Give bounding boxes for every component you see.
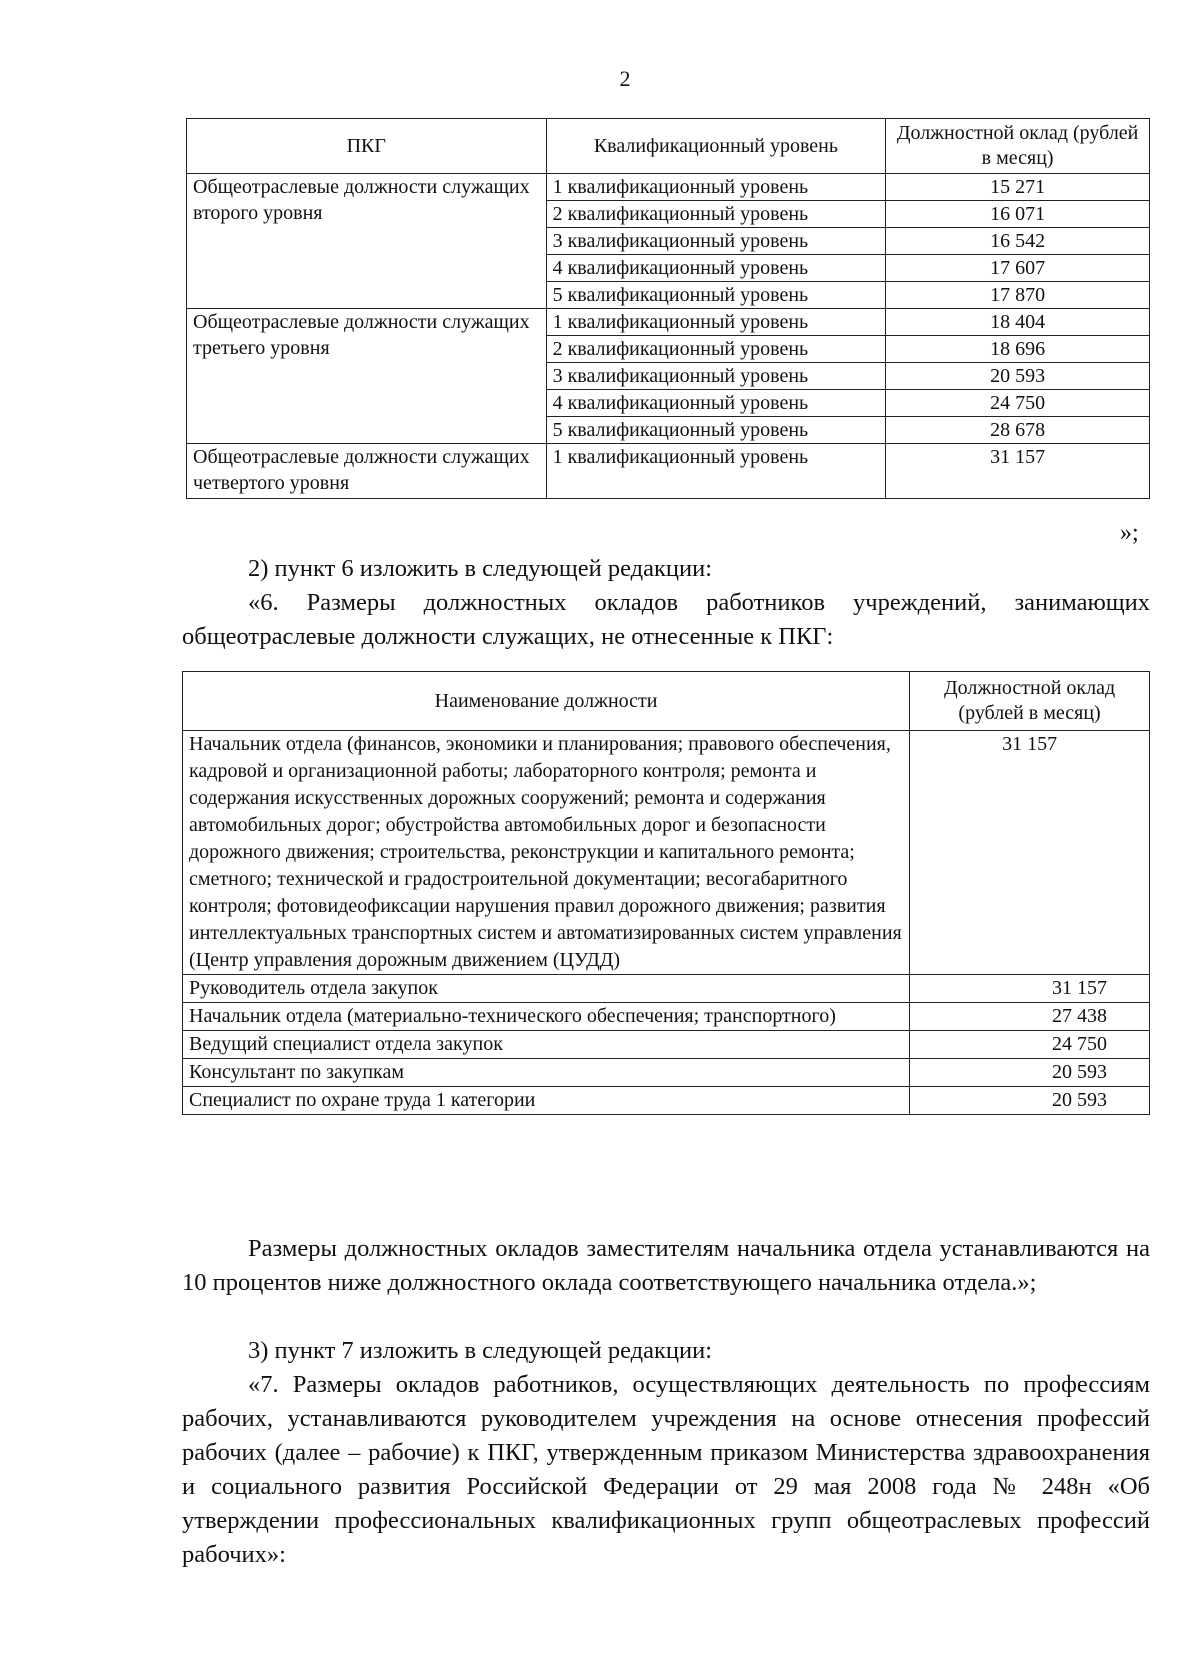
table-row [183,1059,1150,1087]
salary-cell: 16 071 [886,201,1150,228]
salary-cell: 20 593 [886,363,1150,390]
salary-cell: 17 870 [886,282,1150,309]
position-cell: Начальник отдела (финансов, экономики и планирования; правового обеспечения, кадровой и организационной работы; лабораторного контроля; ремонта и содержания искусственных дорожных сооружений; ремонта и содержания автомобильных дорог; обустройства автомобильных дорог и безопасности дорожного движения; строительства, реконструкции и капитального ремонта; сметного; технической и градостроительной документации; весогабаритного контроля; фотовидеофиксации нарушения правил дорожного движения; развития интеллектуальных транспортных систем и автоматизированных систем управления (Центр управления дорожным движением (ЦУДД) [183,731,910,975]
salary-cell: 20 593 [910,1059,1150,1087]
header-salary: Должностной оклад (рублей в месяц) [886,119,1150,174]
closing-quote-mark: »; [1120,520,1139,546]
salary-cell: 15 271 [886,174,1150,201]
item2-text: «6. Размеры должностных окладов работников учреждений, занимающих общеотраслевые должности служащих, не отнесенные к ПКГ: [182,589,1150,650]
salary-cell: 31 157 [910,975,1150,1003]
level-cell: 4 квалификационный уровень [546,255,886,282]
salary-cell: 18 696 [886,336,1150,363]
header-level: Квалификационный уровень [546,119,886,174]
deputies-note: Размеры должностных окладов заместителям начальника отдела устанавливаются на 10 процентов ниже должностного оклада соответствующего начальника отдела.»; [182,1235,1150,1296]
level-cell: 2 квалификационный уровень [546,201,886,228]
salary-cell: 17 607 [886,255,1150,282]
table-row [187,309,1150,336]
level-cell: 5 квалификационный уровень [546,282,886,309]
salary-cell: 20 593 [910,1087,1150,1115]
group-name: Общеотраслевые должности служащих третьего уровня [187,309,547,444]
position-cell: Специалист по охране труда 1 категории [183,1087,910,1115]
table-row [183,1031,1150,1059]
salary-cell: 31 157 [886,444,1150,499]
non-pkg-salary-table [182,671,1150,1115]
salary-cell: 24 750 [910,1031,1150,1059]
level-cell: 1 квалификационный уровень [546,174,886,201]
level-cell: 5 квалификационный уровень [546,417,886,444]
table-row [183,731,1150,975]
salary-cell: 16 542 [886,228,1150,255]
position-cell: Ведущий специалист отдела закупок [183,1031,910,1059]
level-cell: 2 квалификационный уровень [546,336,886,363]
item2-intro: 2) пункт 6 изложить в следующей редакции: [248,555,713,582]
level-cell: 4 квалификационный уровень [546,390,886,417]
item3-text: «7. Размеры окладов работников, осуществляющих деятельность по профессиям рабочих, устанавливаются руководителем учреждения на основе отнесения профессий рабочих (далее – рабочие) к ПКГ, утвержденным приказом Министерства здравоохранения и социального развития Российской Федерации от 29 мая 2008 года № 248н «Об утверждении профессиональных квалификационных групп общеотраслевых профессий рабочих»: [182,1371,1150,1568]
level-cell: 3 квалификационный уровень [546,228,886,255]
table-row [183,1003,1150,1031]
item3-intro: 3) пункт 7 изложить в следующей редакции: [248,1337,713,1364]
page-number: 2 [619,66,631,91]
position-cell: Начальник отдела (материально-технического обеспечения; транспортного) [183,1003,910,1031]
group-name: Общеотраслевые должности служащих второго уровня [187,174,547,309]
header-position: Наименование должности [183,672,910,731]
salary-cell: 18 404 [886,309,1150,336]
salary-cell: 31 157 [910,731,1150,975]
table-header-row [183,672,1150,731]
level-cell: 3 квалификационный уровень [546,363,886,390]
position-cell: Руководитель отдела закупок [183,975,910,1003]
table-header-row [187,119,1150,174]
table-row [187,444,1150,499]
level-cell: 1 квалификационный уровень [546,309,886,336]
header-pkg: ПКГ [187,119,547,174]
position-cell: Консультант по закупкам [183,1059,910,1087]
table-row [183,975,1150,1003]
salary-cell: 28 678 [886,417,1150,444]
table-row [187,174,1150,201]
level-cell: 1 квалификационный уровень [546,444,886,499]
table-row [183,1087,1150,1115]
salary-cell: 27 438 [910,1003,1150,1031]
pkg-salary-table [186,118,1150,499]
header-salary: Должностной оклад (рублей в месяц) [910,672,1150,731]
group-name: Общеотраслевые должности служащих четвертого уровня [187,444,547,499]
salary-cell: 24 750 [886,390,1150,417]
